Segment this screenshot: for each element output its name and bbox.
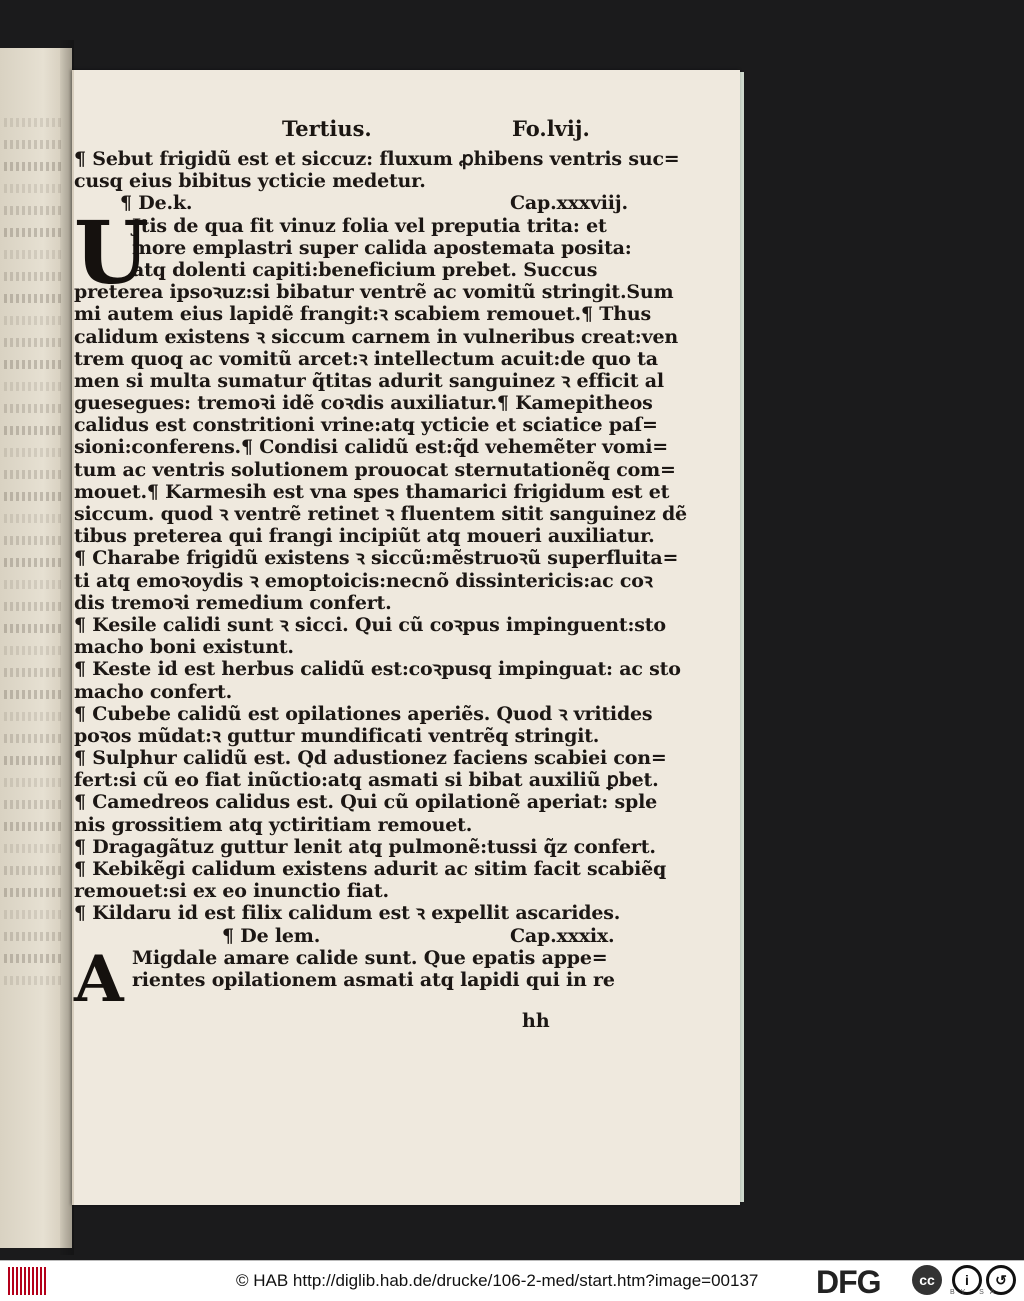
text-line: more emplastri super calida apostemata posita: <box>132 236 632 259</box>
chapter-heading-left: ¶ De lem. <box>222 924 321 947</box>
text-line: ¶ Kildaru id est filix calidum est ꝛ expellit ascarides. <box>74 902 621 925</box>
text-line: Jtis de qua fit vinuz folia vel preputia trita: et <box>132 214 607 237</box>
text-line: Migdale amare calide sunt. Que epatis appe= <box>132 946 608 969</box>
footer-bar <box>0 1260 1024 1301</box>
chapter-body <box>72 281 687 925</box>
text-line: poꝛos mũdat:ꝛ guttur mundificati ventrẽq̧ stringit. <box>74 724 600 747</box>
sa-icon: ↺ <box>986 1265 1016 1295</box>
bleed-through-text <box>4 800 64 809</box>
bleed-through-text <box>4 184 64 193</box>
text-block <box>72 148 687 1017</box>
bleed-through-text <box>4 470 64 479</box>
book-page <box>72 70 740 1205</box>
signature-mark: hh <box>522 1010 550 1032</box>
bleed-through-text <box>4 646 64 655</box>
text-line: preterea ipsoꝛuz:si bibatur ventrẽ ac vomitũ stringit.Sum <box>74 281 674 304</box>
text-line: ¶ Kesile calidi sunt ꝛ sicci. Qui cũ coꝛpus impinguent:sto <box>74 613 666 636</box>
text-line: macho confert. <box>74 680 233 703</box>
text-line: ¶ Cubebe calidũ est opilationes aperiẽs. Quod ꝛ vritides <box>74 702 653 725</box>
bleed-through-text <box>4 844 64 853</box>
text-line: sioni:conferens.¶ Condisi calidũ est:q̃d vehemẽter vomi= <box>74 436 668 459</box>
initial-paragraph <box>72 941 615 1017</box>
text-line: mouet.¶ Karmesih est vna spes thamarici frigidum est et <box>74 480 670 503</box>
text-line: tum ac ventris solutionem prouocat sternutationẽq̧ com= <box>74 458 676 481</box>
text-line: siccum. quod ꝛ ventrẽ retinet ꝛ fluentem sitit sanguinez dẽ <box>74 503 687 525</box>
text-line: trem quoq̧ ac vomitũ arcet:ꝛ intellectum acuit:de quo ta <box>74 347 658 370</box>
bleed-through-text <box>4 272 64 281</box>
text-line: ¶ Dragagãtuz guttur lenit atq̧ pulmonẽ:tussi q̃z confert. <box>74 835 656 858</box>
chapter-heading <box>72 924 615 947</box>
text-line: guesegues: tremoꝛi idẽ coꝛdis auxiliatur.¶ Kamepitheos <box>74 392 653 415</box>
bleed-through-text <box>4 580 64 589</box>
bleed-through-text <box>4 734 64 743</box>
bleed-through-text <box>4 492 64 501</box>
bleed-through-text <box>4 558 64 567</box>
text-line: ¶ Sulphur calidũ est. Qd adustionez faciens scabiei con= <box>74 747 667 770</box>
bleed-through-text <box>4 536 64 545</box>
bleed-through-text <box>4 118 64 127</box>
bleed-through-text <box>4 250 64 259</box>
text-line: nis grossitiem atq̧ yctiritiam remouet. <box>74 813 473 836</box>
bleed-through-text <box>4 712 64 721</box>
bleed-through-text <box>4 778 64 787</box>
decorated-initial: A <box>74 941 124 1017</box>
sa-label: SA <box>979 1289 1001 1296</box>
chapter-number: Cap.xxxviij. <box>510 192 628 215</box>
folio-number: Fo.lvij. <box>512 116 590 141</box>
running-title: Tertius. <box>282 116 372 141</box>
text-line: ¶ Camedreos calidus est. Qui cũ opilationẽ aperiat: sple <box>74 791 658 814</box>
text-line: dis tremoꝛi remedium confert. <box>74 591 392 614</box>
bleed-through-text <box>4 932 64 941</box>
bleed-through-text <box>4 602 64 611</box>
text-line: rientes opilationem asmati atq̧ lapidi qui in re <box>132 968 615 991</box>
bleed-through-text <box>4 448 64 457</box>
bleed-through-text <box>4 162 64 171</box>
text-line: macho boni existunt. <box>74 636 294 659</box>
text-line: ¶ Kebikẽgi calidum existens adurit ac sitim facit scabiẽq̧ <box>74 858 667 880</box>
bleed-through-text <box>4 382 64 391</box>
bleed-through-text <box>4 822 64 831</box>
bleed-through-text <box>4 294 64 303</box>
text-line: ¶ Charabe frigidũ existens ꝛ siccũ:mẽstruoꝛũ superfluita= <box>74 547 679 570</box>
bleed-through-text <box>4 206 64 215</box>
bleed-through-text <box>4 976 64 985</box>
bleed-through-text <box>4 668 64 677</box>
text-line: cusq̧ eius bibitus ycticie medetur. <box>74 170 426 193</box>
bleed-through-text <box>4 140 64 149</box>
decorated-initial: U <box>74 202 149 304</box>
text-line: atq̧ dolenti capiti:beneficium prebet. Succus <box>132 258 598 281</box>
bleed-through-text <box>4 514 64 523</box>
text-line: calidum existens ꝛ siccum carnem in vulneribus creat:ven <box>74 325 678 348</box>
bleed-through-text <box>4 338 64 347</box>
by-label: BY <box>950 1289 972 1296</box>
text-line: remouet:si ex eo inunctio fiat. <box>74 880 389 903</box>
bleed-through-text <box>4 426 64 435</box>
bleed-through-text <box>4 954 64 963</box>
text-line: ¶ Keste id est herbus calidũ est:coꝛpusq̧ impinguat: ac sto <box>74 658 681 681</box>
bleed-through-text <box>4 756 64 765</box>
text-line: fert:si cũ eo fiat inũctio:atq̧ asmati si bibat auxiliũ ꝑbet. <box>74 769 659 792</box>
bleed-through-text <box>4 624 64 633</box>
dfg-logo: DFG <box>816 1264 881 1300</box>
text-line: tibus preterea qui frangi incipiũt atq̧ moueri auxiliatur. <box>74 525 655 548</box>
text-line: calidus est constritioni vrine:atq̧ ycticie et sciatice paſ= <box>74 414 658 437</box>
chapter-heading-left: ¶ De.k. <box>120 192 193 215</box>
bleed-through-text <box>4 690 64 699</box>
bleed-through-text <box>4 404 64 413</box>
bleed-through-text <box>4 910 64 919</box>
chapter-number: Cap.xxxix. <box>510 924 615 947</box>
license-labels <box>950 1289 1001 1296</box>
cc-icon: cc <box>912 1265 942 1295</box>
text-line: mi autem eius lapidẽ frangit:ꝛ scabiem remouet.¶ Thus <box>74 303 651 326</box>
text-line: men si multa sumatur q̃titas adurit sanguinez ꝛ efficit al <box>74 369 664 392</box>
text-line: ti atq̧ emoꝛoydis ꝛ emoptoicis:necnõ dissintericis:ac coꝛ <box>74 569 653 592</box>
bleed-through-text <box>4 888 64 897</box>
bleed-through-text <box>4 866 64 875</box>
bleed-through-text <box>4 360 64 369</box>
text-line: ¶ Sebut frigidũ est et siccuz: fluxum ꝓhibens ventris suc= <box>74 148 680 170</box>
chapter-heading <box>72 192 628 215</box>
bleed-through-text <box>4 228 64 237</box>
copyright-link[interactable]: © HAB http://diglib.hab.de/drucke/106-2-med/start.htm?image=00137 <box>236 1271 759 1290</box>
running-header <box>72 116 740 146</box>
hab-logo-icon <box>8 1267 46 1295</box>
by-icon: i <box>952 1265 982 1295</box>
bleed-through-text <box>4 316 64 325</box>
